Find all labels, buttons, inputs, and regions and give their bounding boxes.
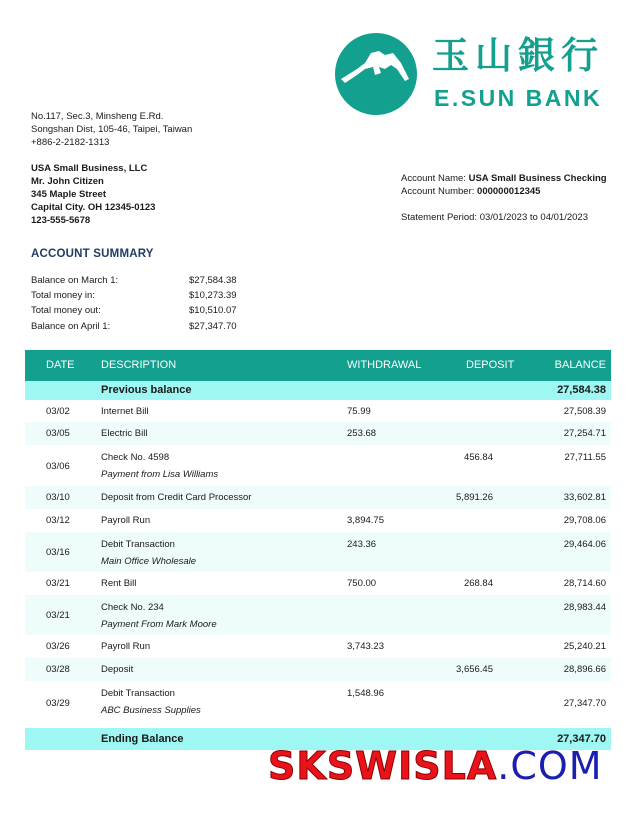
table-header xyxy=(25,350,611,381)
row-withdrawal: 243.36 xyxy=(347,539,377,550)
row-description: Electric Bill xyxy=(101,428,148,439)
row-description: Deposit xyxy=(101,664,134,675)
statement-period-value: 03/01/2023 to 04/01/2023 xyxy=(479,212,588,223)
summary-value: $10,273.39 xyxy=(189,290,237,301)
bank-logo-icon xyxy=(335,33,417,115)
bank-name-chinese: 玉山銀行 xyxy=(432,34,604,77)
row-deposit: 456.84 xyxy=(463,452,493,463)
row-description: Payroll Run xyxy=(101,641,151,652)
row-balance: 27,508.39 xyxy=(563,406,606,417)
row-date: 03/21 xyxy=(46,578,70,589)
summary-value: $27,347.70 xyxy=(189,321,237,332)
row-withdrawal: 3,894.75 xyxy=(347,515,384,526)
row-date: 03/06 xyxy=(46,461,70,472)
row-date: 03/28 xyxy=(46,664,70,675)
summary-row xyxy=(31,289,251,302)
previous-balance-label: Previous balance xyxy=(101,384,192,396)
row-balance: 25,240.21 xyxy=(563,641,606,652)
header-withdrawal: WITHDRAWAL xyxy=(347,359,422,371)
customer-contact: Mr. John Citizen xyxy=(31,176,104,187)
account-number-value: 000000012345 xyxy=(477,186,541,197)
statement-period xyxy=(401,211,588,224)
row-description: Internet Bill xyxy=(101,406,149,417)
summary-row xyxy=(31,274,251,287)
table-row xyxy=(25,509,611,532)
row-deposit: 3,656.45 xyxy=(456,664,493,675)
row-balance: 29,708.06 xyxy=(563,515,606,526)
table-row xyxy=(25,635,611,658)
customer-company: USA Small Business, LLC xyxy=(31,163,148,174)
row-balance: 29,464.06 xyxy=(563,539,606,550)
ending-balance-value: 27,347.70 xyxy=(557,733,606,745)
row-deposit: 5,891.26 xyxy=(456,492,493,503)
row-withdrawal: 3,743.23 xyxy=(347,641,384,652)
customer-address xyxy=(31,162,155,227)
row-description: Debit Transaction xyxy=(101,539,175,550)
row-balance: 28,714.60 xyxy=(563,578,606,589)
row-sub-description: Main Office Wholesale xyxy=(101,556,197,567)
table-row xyxy=(25,486,611,509)
bank-phone: +886-2-2182-1313 xyxy=(31,137,110,148)
previous-balance-value: 27,584.38 xyxy=(557,384,606,396)
ending-balance-label: Ending Balance xyxy=(101,733,184,745)
row-balance: 33,602.81 xyxy=(563,492,606,503)
table-row xyxy=(25,445,611,486)
row-sub-description: Payment From Mark Moore xyxy=(101,619,217,630)
bank-address xyxy=(31,110,192,149)
row-sub-description: ABC Business Supplies xyxy=(101,705,201,716)
row-description: Check No. 234 xyxy=(101,602,164,613)
row-description: Payroll Run xyxy=(101,515,151,526)
account-name-value: USA Small Business Checking xyxy=(468,173,607,184)
watermark-part2: .COM xyxy=(497,744,603,788)
summary-value: $27,584.38 xyxy=(189,275,237,286)
row-description: Rent Bill xyxy=(101,578,137,589)
row-description: Debit Transaction xyxy=(101,688,175,699)
transactions-table xyxy=(25,350,611,750)
summary-label: Balance on April 1: xyxy=(31,321,111,332)
transaction-rows xyxy=(25,400,611,725)
row-date: 03/05 xyxy=(46,428,70,439)
table-row xyxy=(25,658,611,681)
row-date: 03/29 xyxy=(46,698,70,709)
mountain-icon xyxy=(335,33,417,115)
summary-label: Total money out: xyxy=(31,305,101,316)
row-date: 03/12 xyxy=(46,515,70,526)
row-date: 03/16 xyxy=(46,547,70,558)
table-row xyxy=(25,595,611,635)
watermark xyxy=(268,744,603,788)
summary-row xyxy=(31,320,251,333)
row-withdrawal: 253.68 xyxy=(347,428,377,439)
row-balance: 27,711.55 xyxy=(564,452,606,463)
account-number-label: Account Number: xyxy=(401,186,475,197)
row-date: 03/10 xyxy=(46,492,70,503)
row-deposit: 268.84 xyxy=(463,578,493,589)
summary-row xyxy=(31,304,251,317)
summary-value: $10,510.07 xyxy=(189,305,237,316)
row-date: 03/26 xyxy=(46,641,70,652)
row-balance: 27,347.70 xyxy=(563,698,606,709)
row-balance: 28,983.44 xyxy=(563,602,606,613)
table-row xyxy=(25,532,611,572)
header-description: DESCRIPTION xyxy=(101,359,177,371)
customer-phone: 123-555-5678 xyxy=(31,215,91,226)
header-deposit: DEPOSIT xyxy=(466,359,515,371)
row-withdrawal: 750.00 xyxy=(347,578,377,589)
header-date: DATE xyxy=(46,359,75,371)
table-row xyxy=(25,400,611,422)
account-info xyxy=(401,172,607,198)
account-name xyxy=(401,172,607,185)
account-number xyxy=(401,185,607,198)
table-row xyxy=(25,681,611,725)
customer-street: 345 Maple Street xyxy=(31,189,106,200)
row-date: 03/02 xyxy=(46,406,70,417)
row-description: Deposit from Credit Card Processor xyxy=(101,492,252,503)
row-withdrawal: 75.99 xyxy=(347,406,371,417)
table-row xyxy=(25,422,611,445)
bank-name-english: E.SUN BANK xyxy=(434,85,603,111)
row-withdrawal: 1,548.96 xyxy=(347,688,384,699)
previous-balance-row xyxy=(25,381,611,400)
statement-period-label: Statement Period: xyxy=(401,212,478,223)
account-name-label: Account Name: xyxy=(401,173,466,184)
row-balance: 27,254.71 xyxy=(563,428,606,439)
watermark-part1: SKSWISLA xyxy=(268,744,498,788)
bank-address-line2: Songshan Dist, 105-46, Taipei, Taiwan xyxy=(31,124,193,135)
row-balance: 28,896.66 xyxy=(563,664,606,675)
bank-address-line1: No.117, Sec.3, Minsheng E.Rd. xyxy=(31,111,164,122)
customer-city: Capital City. OH 12345-0123 xyxy=(31,202,156,213)
table-row xyxy=(25,572,611,595)
summary-label: Total money in: xyxy=(31,290,95,301)
row-date: 03/21 xyxy=(46,610,70,621)
row-sub-description: Payment from Lisa Williams xyxy=(101,469,219,480)
header-balance: BALANCE xyxy=(554,359,606,371)
row-description: Check No. 4598 xyxy=(101,452,170,463)
summary-label: Balance on March 1: xyxy=(31,275,119,286)
account-summary-title: ACCOUNT SUMMARY xyxy=(31,248,154,260)
